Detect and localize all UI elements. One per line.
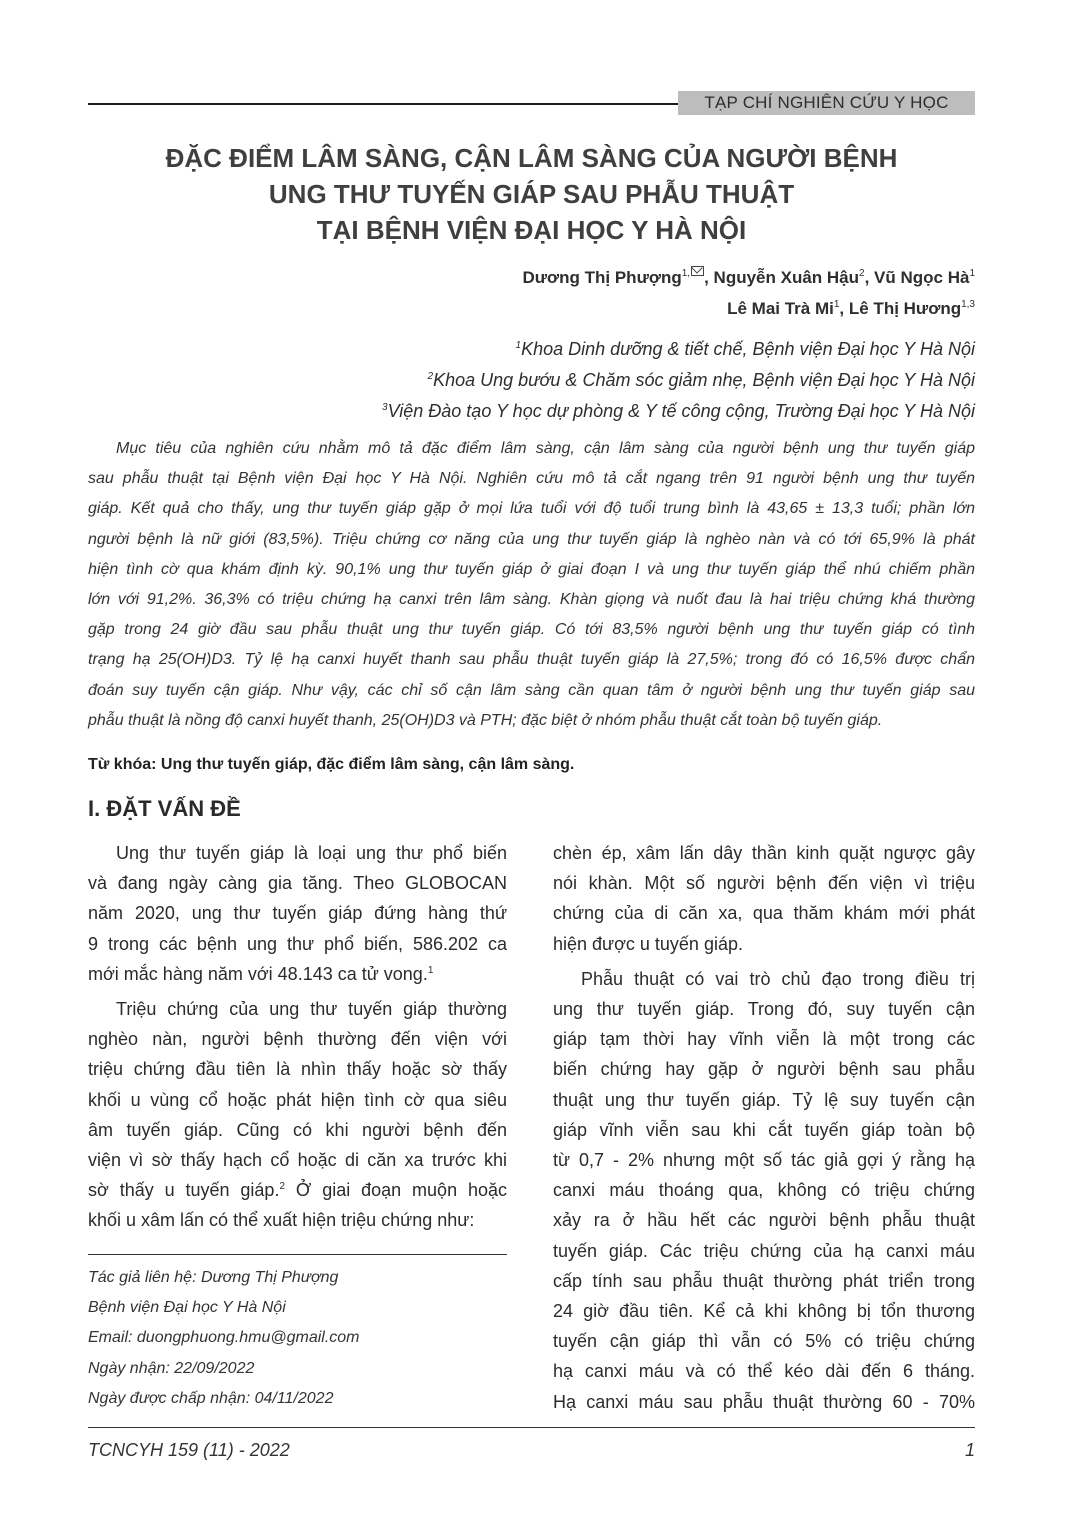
body-line: Phẫu thuật có vai trò chủ đạo trong điều trị [581,968,975,989]
abstract-line: lớn với 91,2%. 36,3% có triệu chứng hạ canxi trên lâm sàng. Khàn giọng và nuốt đau là hai triệu chứng khá thường [88,591,975,609]
affiliation-list [382,334,975,427]
correspondence-email: Email: duongphuong.hmu@gmail.com [88,1329,360,1347]
accepted-date: Ngày được chấp nhận: 04/11/2022 [88,1389,334,1407]
author-name: Lê Thị Hương [848,299,962,318]
body-line: chứng của di căn xa, qua thăm khám mới phát [553,903,975,924]
body-line: và đang ngày càng gia tăng. Theo GLOBOCAN [88,873,507,894]
author-affil: 2 [859,268,865,279]
keywords: Từ khóa: Ung thư tuyến giáp, đặc điểm lâm sàng, cận lâm sàng. [88,756,575,773]
received-date: Ngày nhận: 22/09/2022 [88,1359,255,1377]
abstract-line: đoán suy tuyến cận giáp. Như vậy, các chỉ số cận lâm sàng cần quan tâm ở người bệnh ung thư tuyến giáp sau [88,681,975,699]
abstract [88,434,975,736]
body-line: hiện được u tuyến giáp. [553,933,743,954]
body-line: biến chứng hay gặp ở người bệnh sau phẫu [553,1059,975,1080]
body-line: 24 giờ đầu tiên. Kể cả khi không bị tổn thương [553,1301,975,1322]
journal-name: TẠP CHÍ NGHIÊN CỨU Y HỌC [678,91,975,115]
article-title [88,140,975,248]
title-line: TẠI BỆNH VIỆN ĐẠI HỌC Y HÀ NỘI [316,215,747,245]
body-line: tuyến giáp. Các triệu chứng của hạ canxi máu [553,1240,975,1261]
right-column [553,838,975,1417]
envelope-icon [691,266,704,276]
body-line: mới mắc hàng năm với 48.143 ca tử vong.$^1$ [88,963,434,984]
body-line: Ung thư tuyến giáp là loại ung thư phổ biến [116,843,507,863]
author-name: Vũ Ngọc Hà [874,268,970,287]
body-line: khối u vùng cổ hoặc phát hiện tình cờ qua siêu [88,1089,507,1110]
author-list: Dương Thị Phượng$^{1,}$ , Nguyễn Xuân Hậu$^2$, Vũ Ngọc $Hà^1$ Lê Mai Trà Mi$^1$, Lê Thị Hương$^{1,3}$ [522,268,975,318]
footer-rule [88,1427,975,1428]
title-line: UNG THƯ TUYẾN GIÁP SAU PHẪU THUẬT [268,179,795,209]
body-line: canxi máu thoáng qua, không có triệu chứng [553,1180,975,1201]
body-line: cấp tính sau phẫu thuật thường phát triển trong [553,1270,975,1291]
abstract-line: trạng hạ 25(OH)D3. Tỷ lệ hạ canxi huyết thanh sau phẫu thuật tuyến giáp là 27,5%; trong đó có 16,5% được chẩn [88,651,975,669]
correspondence-info [88,1263,507,1414]
body-line: triệu chứng đầu tiên là nhìn thấy hoặc sờ thấy [88,1059,507,1080]
body-line: giáp tạm thời hay vĩnh viễn là một trong các [553,1029,975,1050]
left-column [88,838,507,1236]
abstract-line: Mục tiêu của nghiên cứu nhằm mô tả đặc điểm lâm sàng, cận lâm sàng của người bệnh ung thư tuyến giáp [116,440,975,457]
title-line: ĐẶC ĐIỂM LÂM SÀNG, CẬN LÂM SÀNG CỦA NGƯỜI BỆNH [165,143,898,173]
author-name: Dương Thị Phượng [522,268,682,287]
abstract-line: người bệnh là nữ giới (83,5%). Triệu chứng cơ năng của ung thư tuyến giáp là nghèo nàn và có tới 65,9% là phát [88,530,975,548]
body-line: tuyến cận giáp thì vẫn có 5% có triệu chứng [553,1331,975,1352]
body-line: khối u xâm lấn có thể xuất hiện triệu chứng như: [88,1210,475,1231]
reference-marker: 1 [427,964,434,976]
author-name: Lê Mai Trà Mi [727,299,834,318]
body-line: viện vì sờ thấy hạch cổ hoặc di căn xa trước khi [88,1150,507,1171]
header-rule [88,103,678,105]
footer-citation: TCNCYH 159 (11) - 2022 [88,1440,290,1460]
affiliation: $^3$Viện Đào tạo Y học dự phòng & Y tế công cộng, Trường Đại học Y Hà Nội [382,401,975,421]
abstract-line: gặp trong 24 giờ đầu sau phẫu thuật ung thư tuyến giáp. Có tới 83,5% người bệnh ung thư tuyến giáp có tình [88,621,975,639]
author-affil: 1,3 [961,299,975,310]
abstract-line: giáp. Kết quả cho thấy, ung thư tuyến giáp gặp ở mọi lứa tuổi với độ tuổi trung bình là 43,65 ± 13,3 tuổi; phần lớn [88,500,975,518]
reference-marker: 2 [279,1181,286,1193]
section-heading: I. ĐẶT VẤN ĐỀ [88,796,241,821]
body-line: thuật ung thư tuyến giáp. Tỷ lệ suy tuyến cận [553,1089,975,1110]
body-line: từ 0,7 - 2% nhưng một số tác giả gợi ý rằng hạ [553,1150,975,1171]
body-line: giáp vĩnh viễn sau khi cắt tuyến giáp toàn bộ [553,1119,975,1140]
body-line: Triệu chứng của ung thư tuyến giáp thường [116,999,507,1020]
body-line: nghèo nàn, người bệnh thường đến viện với [88,1029,507,1050]
author-affil: 1 [833,299,840,310]
body-line: ung thư tuyến giáp. Trong đó, suy tuyến cận [553,999,975,1020]
author-affil: 1 [969,268,975,279]
affiliation: $^2$Khoa Ung bướu & Chăm sóc giảm nhẹ, Bệnh viện Đại học Y Hà Nội [427,370,975,390]
affiliation: $^1$Khoa Dinh dưỡng & tiết chế, Bệnh viện Đại học Y Hà Nội [515,339,975,359]
author-affil: 1, [681,268,691,279]
correspondence-line: Bệnh viện Đại học Y Hà Nội [88,1299,286,1317]
author-name: Nguyễn Xuân Hậu [713,268,860,287]
correspondence-line: Tác giả liên hệ: Dương Thị Phượng [88,1269,339,1286]
abstract-line: phẫu thuật là nồng độ canxi huyết thanh, 25(OH)D3 và PTH; đặc biệt ở nhóm phẫu thuật cắt toàn bộ tuyến giáp. [88,711,883,729]
abstract-line: sau phẫu thuật tại Bệnh viện Đại học Y Hà Nội. Nghiên cứu mô tả cắt ngang trên 91 người bệnh ung thư tuyến [88,470,975,488]
abstract-line: hiện tình cờ qua khám định kỳ. 90,1% ung thư tuyến giáp ở giai đoạn I và ung thư tuyến giáp thể nhú chiếm phần [88,560,975,578]
body-line: sờ thấy u tuyến giáp.$^2$ Ở giai đoạn muộn hoặc [88,1180,508,1201]
body-line: âm tuyến giáp. Cũng có khi người bệnh đến [88,1119,507,1140]
body-line: năm 2020, ung thư tuyến giáp đứng hàng thứ [88,903,507,924]
page-number: 1 [964,1440,975,1460]
body-line: Hạ canxi máu sau phẫu thuật thường 60 - 70% [553,1391,975,1412]
body-line: chèn ép, xâm lấn dây thần kinh quặt ngược gây [553,843,975,863]
body-line: nói khàn. Một số người bệnh đến viện vì triệu [553,873,975,894]
body-line: 9 trong các bệnh ung thư phổ biến, 586.202 ca [88,933,507,954]
body-line: xảy ra ở hầu hết các người bệnh phẫu thuật [553,1210,975,1231]
footnote-divider [88,1254,507,1255]
body-line: hạ canxi máu và có thể kéo dài đến 6 tháng. [553,1361,975,1382]
